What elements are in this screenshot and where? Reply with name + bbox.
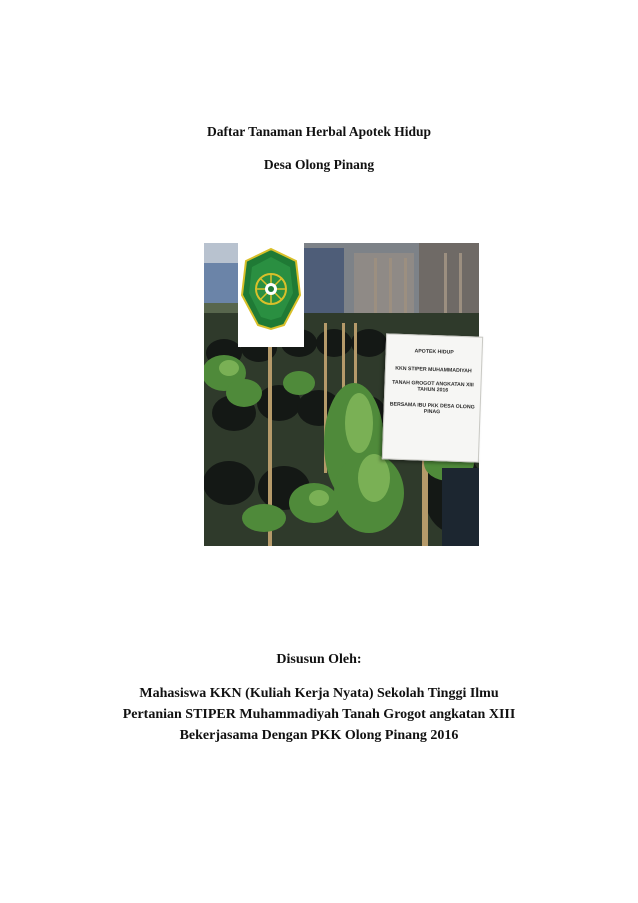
author-line: Pertanian STIPER Muhammadiyah Tanah Grogot angkatan XIII <box>122 707 516 722</box>
author-heading: Disusun Oleh: <box>276 652 362 667</box>
apotek-hidup-sign <box>382 333 483 462</box>
author-line: Mahasiswa KKN (Kuliah Kerja Nyata) Sekolah Tinggi Ilmu <box>139 686 499 701</box>
sign-line: APOTEK HIDUP <box>414 348 454 356</box>
document-subtitle: Desa Olong Pinang <box>263 157 375 172</box>
sign-line: TANAH GROGOT ANGKATAN XIII TAHUN 2016 <box>392 379 474 394</box>
document-title: Daftar Tanaman Herbal Apotek Hidup <box>206 124 432 139</box>
logo-emblem <box>238 243 304 347</box>
author-line: Bekerjasama Dengan PKK Olong Pinang 2016 <box>179 728 459 743</box>
sign-line: BERSAMA IBU PKK DESA OLONG PINAG <box>389 401 475 416</box>
stiper-logo <box>238 243 304 347</box>
sign-line: KKN STIPER MUHAMMADIYAH <box>395 365 472 375</box>
